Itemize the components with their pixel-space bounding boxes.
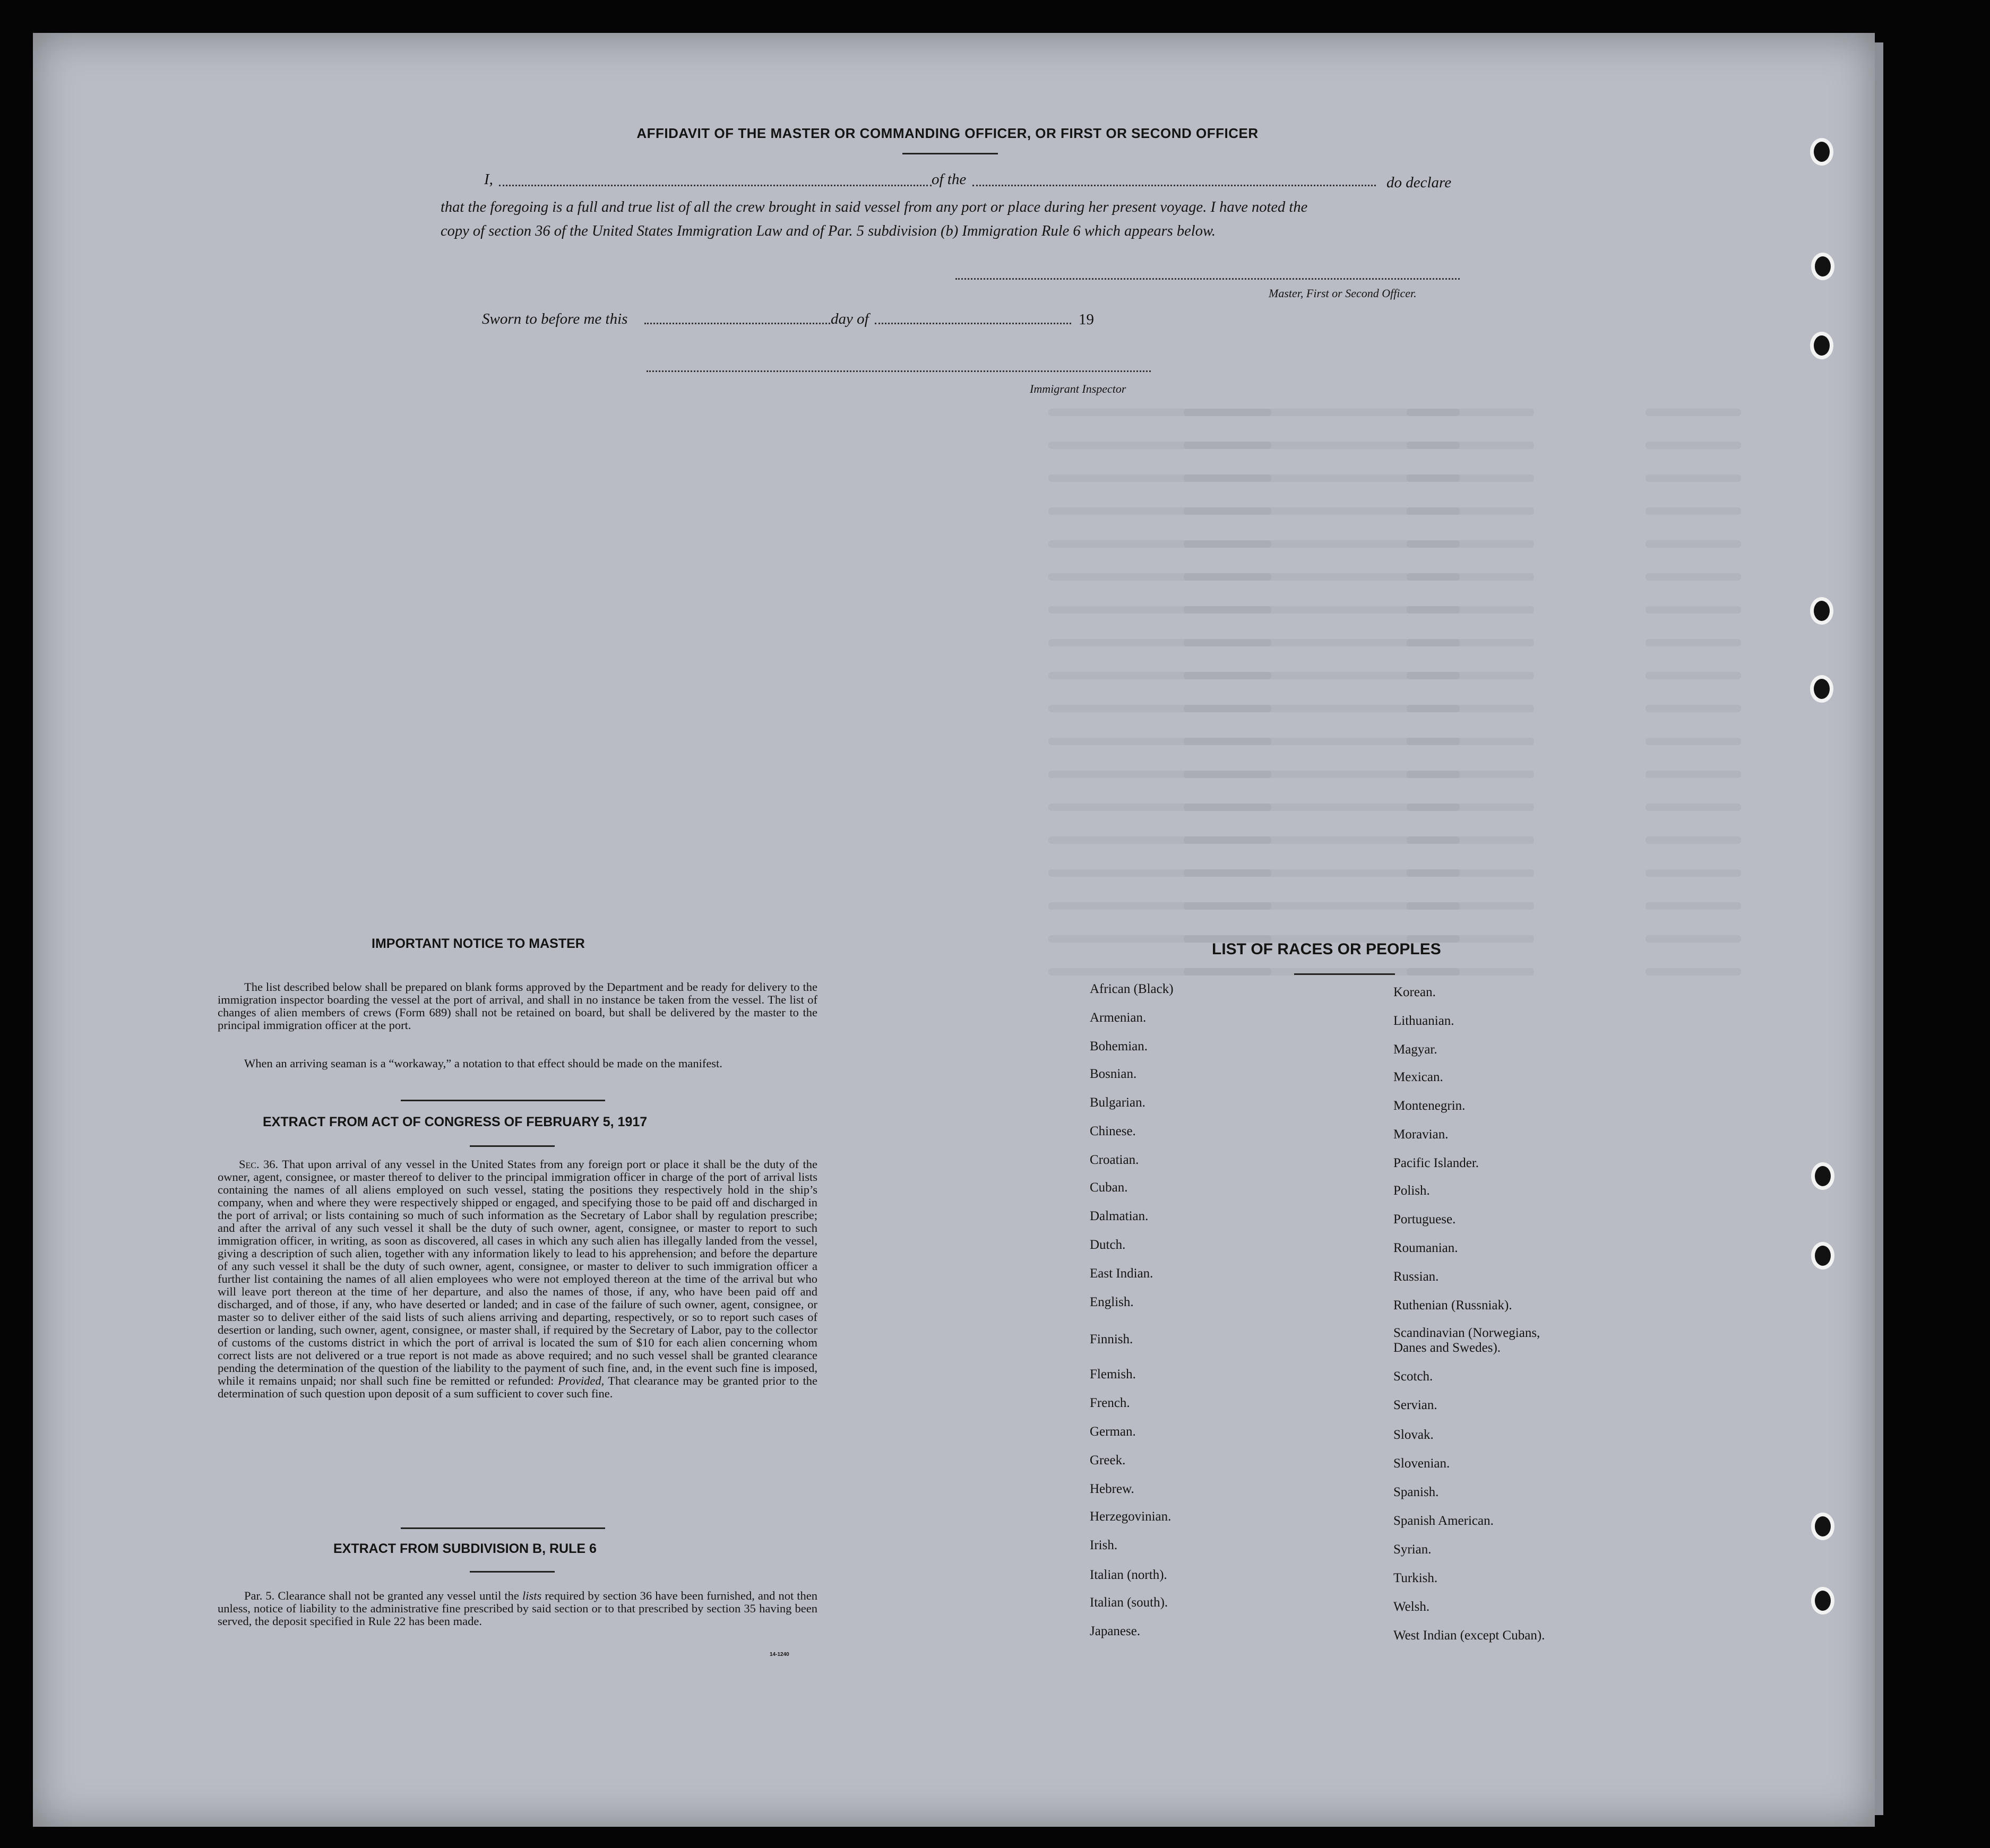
- race-item: Korean.: [1393, 985, 1436, 999]
- bleed-through-mark: [1646, 869, 1741, 877]
- extract-act-end-divider: [401, 1527, 605, 1529]
- extract-act-provided: Provided,: [557, 1374, 605, 1387]
- race-item: Moravian.: [1393, 1127, 1449, 1142]
- binder-hole-icon: [1810, 597, 1833, 625]
- race-item: Spanish American.: [1393, 1514, 1494, 1528]
- race-item: Slovak.: [1393, 1428, 1434, 1442]
- affidavit-i-label: I,: [484, 171, 493, 188]
- bleed-through-mark: [1646, 409, 1741, 416]
- binder-hole-icon: [1811, 1587, 1834, 1614]
- races-title: LIST OF RACES OR PEOPLES: [1212, 940, 1441, 958]
- bleed-through-mark: [1407, 442, 1534, 449]
- extract-rule-title: EXTRACT FROM SUBDIVISION B, RULE 6: [333, 1541, 597, 1556]
- bleed-through-mark: [1646, 573, 1741, 581]
- race-item: Finnish.: [1090, 1332, 1133, 1346]
- vessel-name-field[interactable]: [972, 185, 1376, 186]
- notice-paragraph-2: When an arriving seaman is a “workaway,” a notation to that effect should be made on the manifest.: [244, 1057, 722, 1070]
- affidavit-title-rule: [902, 153, 998, 154]
- extract-act-divider: [470, 1145, 555, 1147]
- race-item: Armenian.: [1090, 1011, 1147, 1025]
- inspector-signature-field[interactable]: [647, 370, 1151, 372]
- extract-act-text-b: That clearance may be granted prior to the determination of such question upon deposit of a sum sufficient to cover such fine.: [218, 1374, 818, 1400]
- affidavit-title: AFFIDAVIT OF THE MASTER OR COMMANDING OFFICER, OR FIRST OR SECOND OFFICER: [636, 125, 1259, 141]
- master-signature-label: Master, First or Second Officer.: [1269, 287, 1417, 300]
- bleed-through-mark: [1407, 705, 1534, 712]
- race-item: Ruthenian (Russniak).: [1393, 1298, 1512, 1312]
- race-item: Cuban.: [1090, 1180, 1128, 1195]
- bleed-through-mark: [1407, 573, 1534, 581]
- binder-hole-icon: [1811, 253, 1834, 280]
- race-item: Scandinavian (Norwegians, Danes and Swedes).: [1393, 1326, 1540, 1355]
- bleed-through-mark: [1407, 409, 1534, 416]
- race-item: Irish.: [1090, 1538, 1118, 1552]
- race-item: French.: [1090, 1396, 1130, 1410]
- extract-rule-divider: [470, 1571, 555, 1573]
- race-item: Italian (south).: [1090, 1595, 1168, 1610]
- bleed-through-mark: [1646, 935, 1741, 943]
- extract-act-text: [218, 1158, 817, 1400]
- bleed-through-mark: [1646, 738, 1741, 745]
- race-item: Bulgarian.: [1090, 1095, 1145, 1110]
- race-item: Syrian.: [1393, 1542, 1432, 1557]
- bleed-through-mark: [1646, 442, 1741, 449]
- race-item: Hebrew.: [1090, 1482, 1134, 1496]
- race-item: Portuguese.: [1393, 1212, 1456, 1227]
- race-item: Dutch.: [1090, 1238, 1126, 1252]
- sworn-label: Sworn to before me this: [482, 310, 628, 327]
- bleed-through-mark: [1646, 902, 1741, 910]
- race-item: Lithuanian.: [1393, 1014, 1454, 1028]
- extract-rule-text-b: required by section 36 have been furnished, and not then unless, notice of liability to the administrative fine prescribed by said section or to that prescribed by section 35 having been served, the deposit specified in Rule 22 has been made.: [218, 1589, 818, 1628]
- extract-act-title: EXTRACT FROM ACT OF CONGRESS OF FEBRUARY 5, 1917: [263, 1115, 648, 1129]
- master-signature-field[interactable]: [955, 278, 1460, 280]
- extract-rule-text: [218, 1590, 817, 1628]
- affidavit-body-line-2: copy of section 36 of the United States Immigration Law and of Par. 5 subdivision (b) Immigration Rule 6 which appears below.: [441, 223, 1216, 239]
- bleed-through-mark: [1407, 771, 1534, 778]
- extract-act-text-a: That upon arrival of any vessel in the United States from any foreign port or place it shall be the duty of the owner, agent, consignee, or master thereof to deliver to the principal immigration officer in charge of the port of arrival lists containing the names of all aliens employed on such vessel, stating the positions they respectively hold in the ship’s company, when and where they were respectively shipped or engaged, and specifying those to be paid off and discharged in the port of arrival; or lists containing so much of such information as the Secretary of Labor shall by regulation prescribe; and after the arrival of any such vessel it shall be the duty of such owner, agent, consignee, or master to report to such immigration officer, in writing, as soon as discovered, all cases in which any such alien has illegally landed from the vessel, giving a description of such alien, together with any information likely to lead to his apprehension; and before the departure of any such vessel it shall be the duty of such owner, agent, consignee, or master to deliver to such immigration officer a further list containing the names of all alien employees who were not employed thereon at the time of the arrival but who will leave port thereon at the time of her departure, and also the names of those, if any, who have been paid off and discharged, and of those, if any, who have deserted or landed; and in case of the failure of such owner, agent, consignee, or master so to deliver either of the said lists of such aliens arriving and departing, respectively, or so to report such cases of desertion or landing, such owner, agent, consignee, or master shall, if required by the Secretary of Labor, pay to the collector of customs of the customs district in which the port of arrival is located the sum of $10 for each alien concerning whom correct lists are not delivered or a true report is not made as above required; and no such vessel shall be granted clearance pending the determination of the question of the liability to the payment of such fine, and, in the event such fine is imposed, while it remains unpaid; nor shall such fine be remitted or refunded:: [218, 1158, 818, 1387]
- bleed-through-mark: [1407, 474, 1534, 482]
- bleed-through-mark: [1407, 902, 1534, 910]
- race-item: Welsh.: [1393, 1600, 1430, 1614]
- race-item: Pacific Islander.: [1393, 1156, 1479, 1170]
- bleed-through-mark: [1407, 968, 1534, 975]
- bleed-through-mark: [1407, 672, 1534, 679]
- bleed-through-mark: [1407, 639, 1534, 646]
- race-item: Montenegrin.: [1393, 1099, 1466, 1113]
- race-item: Japanese.: [1090, 1624, 1141, 1638]
- race-item: Chinese.: [1090, 1124, 1136, 1138]
- day-of-label: day of: [831, 310, 869, 327]
- race-item: Roumanian.: [1393, 1241, 1458, 1255]
- race-item: Scotch.: [1393, 1369, 1433, 1384]
- sworn-day-field[interactable]: [644, 323, 830, 324]
- form-number: 14-1240: [770, 1652, 789, 1657]
- race-item: Servian.: [1393, 1398, 1437, 1412]
- race-item: Bohemian.: [1090, 1039, 1148, 1053]
- sworn-month-field[interactable]: [875, 323, 1071, 324]
- affidavit-body-line-1: that the foregoing is a full and true list of all the crew brought in said vessel from any port or place during her present voyage. I have noted the: [441, 199, 1308, 215]
- race-item: German.: [1090, 1424, 1136, 1439]
- race-item: Flemish.: [1090, 1367, 1136, 1381]
- bleed-through-mark: [1646, 474, 1741, 482]
- race-item: Turkish.: [1393, 1571, 1438, 1585]
- race-item: Dalmatian.: [1090, 1209, 1149, 1223]
- race-item: English.: [1090, 1295, 1134, 1309]
- notice-title: IMPORTANT NOTICE TO MASTER: [372, 936, 585, 951]
- notice-paragraph-1: The list described below shall be prepared on blank forms approved by the Department and be ready for delivery to the immigration inspector boarding the vessel at the port of arrival, and shall in no instance be taken from the vessel. The list of changes of alien members of crews (Form 689) shall not be retained on board, but shall be delivered by the master to the principal immigration officer at the port.: [218, 980, 817, 1032]
- bleed-through-mark: [1407, 606, 1534, 614]
- bleed-through-mark: [1407, 738, 1534, 745]
- year-label: 19: [1079, 311, 1094, 328]
- race-item: Greek.: [1090, 1453, 1126, 1467]
- race-item: Russian.: [1393, 1270, 1439, 1284]
- bleed-through-mark: [1646, 672, 1741, 679]
- inspector-label: Immigrant Inspector: [1030, 382, 1126, 395]
- bleed-through-mark: [1646, 507, 1741, 515]
- race-item: West Indian (except Cuban).: [1393, 1628, 1545, 1643]
- bleed-through-mark: [1407, 540, 1534, 548]
- extract-rule-lists: lists: [522, 1589, 542, 1602]
- race-item: African (Black): [1090, 982, 1174, 996]
- race-item: Herzegovinian.: [1090, 1509, 1171, 1524]
- binder-hole-icon: [1811, 1513, 1834, 1540]
- bleed-through-mark: [1646, 705, 1741, 712]
- binder-hole-icon: [1810, 138, 1833, 166]
- bleed-through-mark: [1646, 540, 1741, 548]
- bleed-through-mark: [1646, 639, 1741, 646]
- race-item: Spanish.: [1393, 1485, 1439, 1499]
- manifest-page: [33, 33, 1875, 1827]
- affidavit-do-declare: do declare: [1386, 174, 1452, 191]
- extract-act-sec-label: Sec. 36.: [239, 1158, 279, 1171]
- page-edge: [1875, 42, 1883, 1815]
- race-item: Mexican.: [1393, 1070, 1443, 1084]
- declarant-name-field[interactable]: [499, 185, 932, 186]
- bleed-through-mark: [1407, 507, 1534, 515]
- bleed-through-mark: [1407, 804, 1534, 811]
- affidavit-of-the-label: of the: [932, 171, 967, 188]
- race-item: Slovenian.: [1393, 1456, 1450, 1471]
- bleed-through-mark: [1646, 606, 1741, 614]
- bleed-through-mark: [1646, 968, 1741, 975]
- binder-hole-icon: [1811, 1162, 1834, 1190]
- race-item: Italian (north).: [1090, 1568, 1167, 1582]
- extract-rule-text-a: Par. 5. Clearance shall not be granted any vessel until the: [244, 1589, 519, 1602]
- race-item: Croatian.: [1090, 1153, 1139, 1167]
- bleed-through-mark: [1646, 836, 1741, 844]
- race-item: Bosnian.: [1090, 1067, 1137, 1081]
- bleed-through-mark: [1646, 804, 1741, 811]
- bleed-through-mark: [1407, 836, 1534, 844]
- race-item: East Indian.: [1090, 1266, 1153, 1281]
- notice-divider: [401, 1100, 605, 1101]
- binder-hole-icon: [1810, 332, 1833, 359]
- binder-hole-icon: [1810, 675, 1833, 703]
- races-title-rule: [1294, 973, 1395, 975]
- race-item: Magyar.: [1393, 1042, 1437, 1057]
- binder-hole-icon: [1811, 1242, 1834, 1270]
- bleed-through-mark: [1407, 869, 1534, 877]
- bleed-through-mark: [1646, 771, 1741, 778]
- race-item: Polish.: [1393, 1184, 1430, 1198]
